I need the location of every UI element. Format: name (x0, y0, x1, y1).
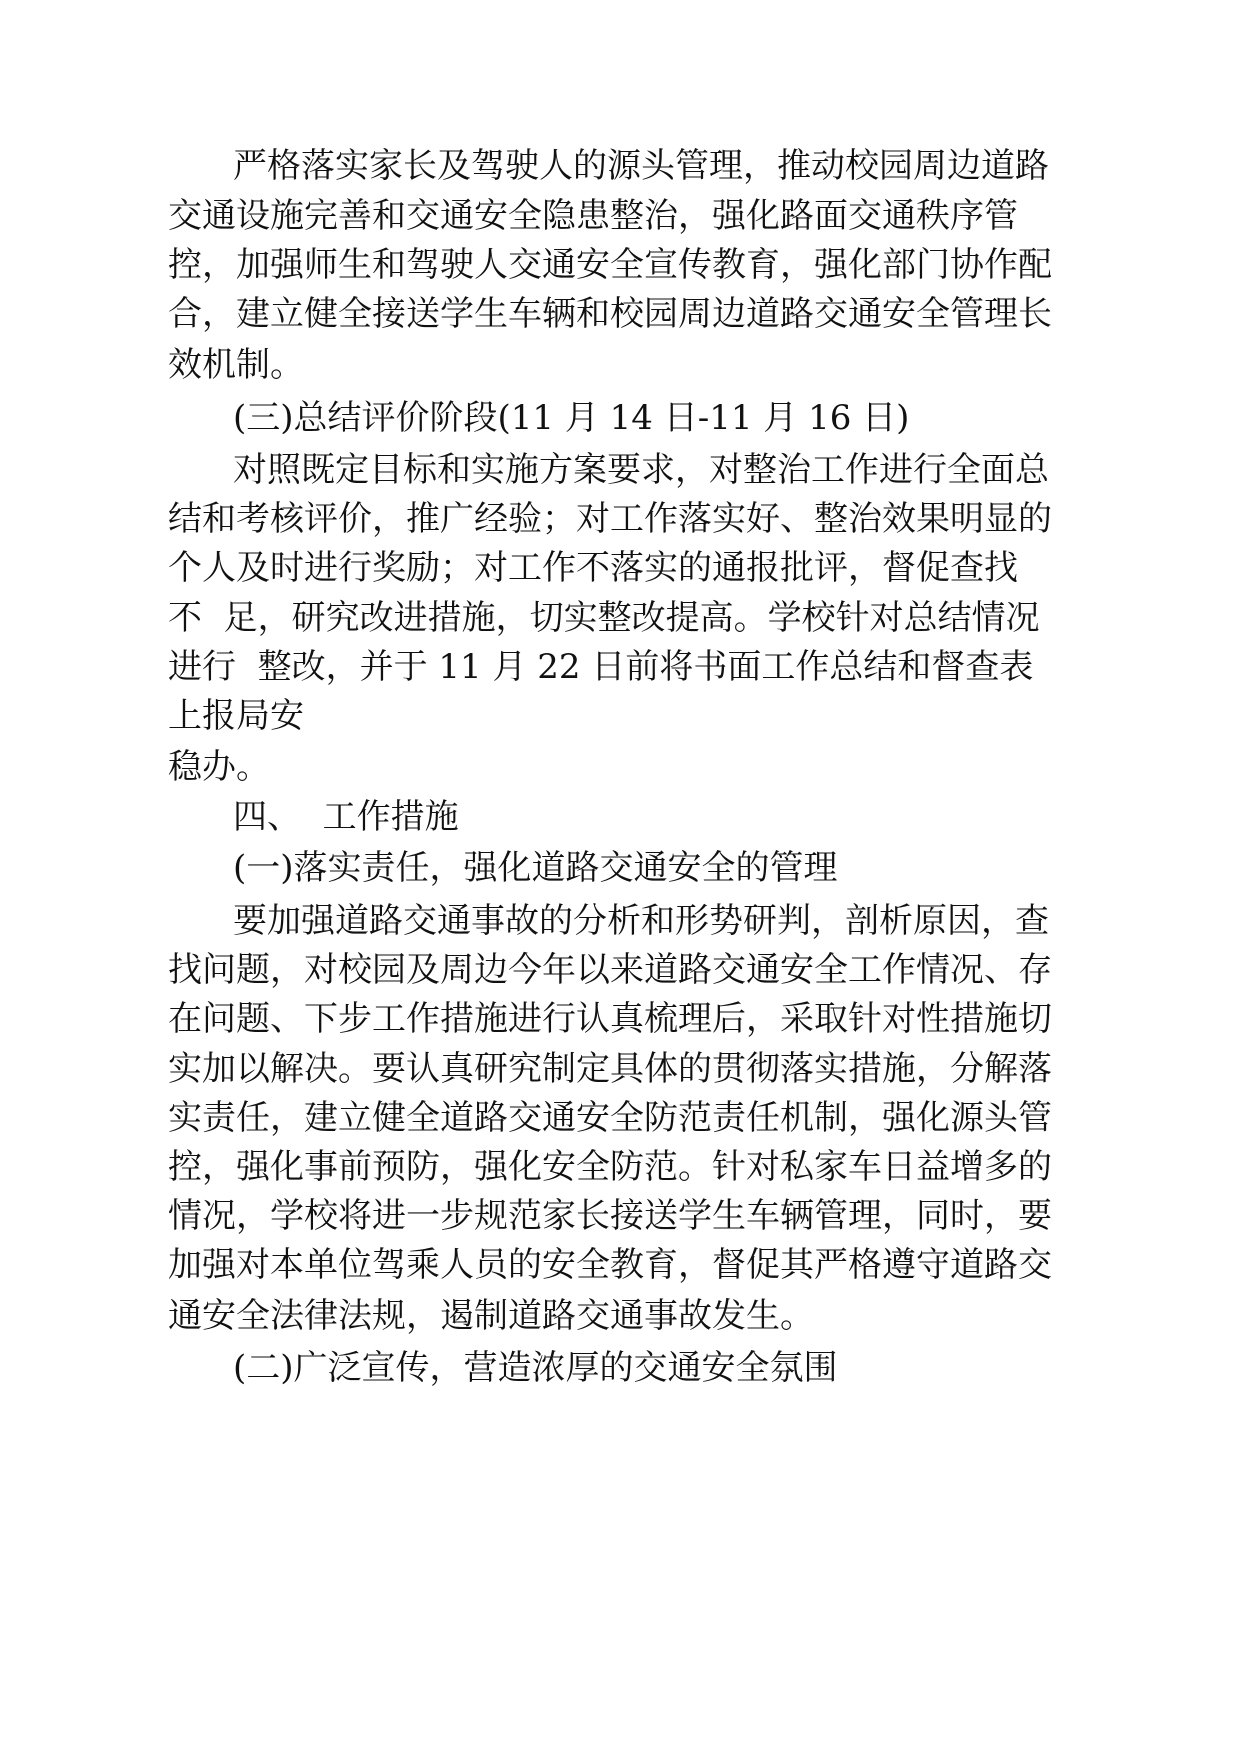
text-line: 稳办。 (168, 747, 270, 787)
text-line: 通安全法律法规，遏制道路交通事故发生。 (168, 1296, 814, 1336)
section-heading: (三)总结评价阶段(11 月 14 日-11 月 16 日) (233, 398, 910, 438)
text-line: 实责任，建立健全道路交通安全防范责任机制，强化源头管 (168, 1098, 1052, 1138)
section-heading: 四、 工作措施 (233, 797, 459, 837)
text-line: 要加强道路交通事故的分析和形势研判，剖析原因，查 (233, 901, 1049, 941)
text-line: 控，强化事前预防，强化安全防范。针对私家车日益增多的 (168, 1147, 1052, 1187)
text-line: 严格落实家长及驾驶人的源头管理，推动校园周边道路 (233, 146, 1049, 186)
text-line: 上报局安 (168, 696, 304, 736)
text-line: 加强对本单位驾乘人员的安全教育，督促其严格遵守道路交 (168, 1245, 1052, 1285)
text-line: 对照既定目标和实施方案要求，对整治工作进行全面总 (233, 450, 1049, 490)
subsection-heading: (二)广泛宣传，营造浓厚的交通安全氛围 (233, 1348, 838, 1388)
text-line: 交通设施完善和交通安全隐患整治，强化路面交通秩序管 (168, 196, 1018, 236)
text-line: 结和考核评价，推广经验；对工作落实好、整治效果明显的 (168, 499, 1052, 539)
text-line: 效机制。 (168, 345, 304, 385)
text-line: 实加以解决。要认真研究制定具体的贯彻落实措施，分解落 (168, 1049, 1052, 1089)
text-line: 进行 整改，并于 11 月 22 日前将书面工作总结和督查表 (168, 647, 1034, 687)
text-line: 不 足，研究改进措施，切实整改提高。学校针对总结情况 (168, 598, 1040, 638)
text-line: 控，加强师生和驾驶人交通安全宣传教育，强化部门协作配 (168, 245, 1052, 285)
text-line: 情况，学校将进一步规范家长接送学生车辆管理，同时，要 (168, 1196, 1052, 1236)
subsection-heading: (一)落实责任，强化道路交通安全的管理 (233, 848, 838, 888)
text-line: 合，建立健全接送学生车辆和校园周边道路交通安全管理长 (168, 294, 1052, 334)
text-line: 找问题，对校园及周边今年以来道路交通安全工作情况、存 (168, 950, 1052, 990)
text-line: 个人及时进行奖励；对工作不落实的通报批评，督促查找 (168, 548, 1018, 588)
text-line: 在问题、下步工作措施进行认真梳理后，采取针对性措施切 (168, 999, 1052, 1039)
